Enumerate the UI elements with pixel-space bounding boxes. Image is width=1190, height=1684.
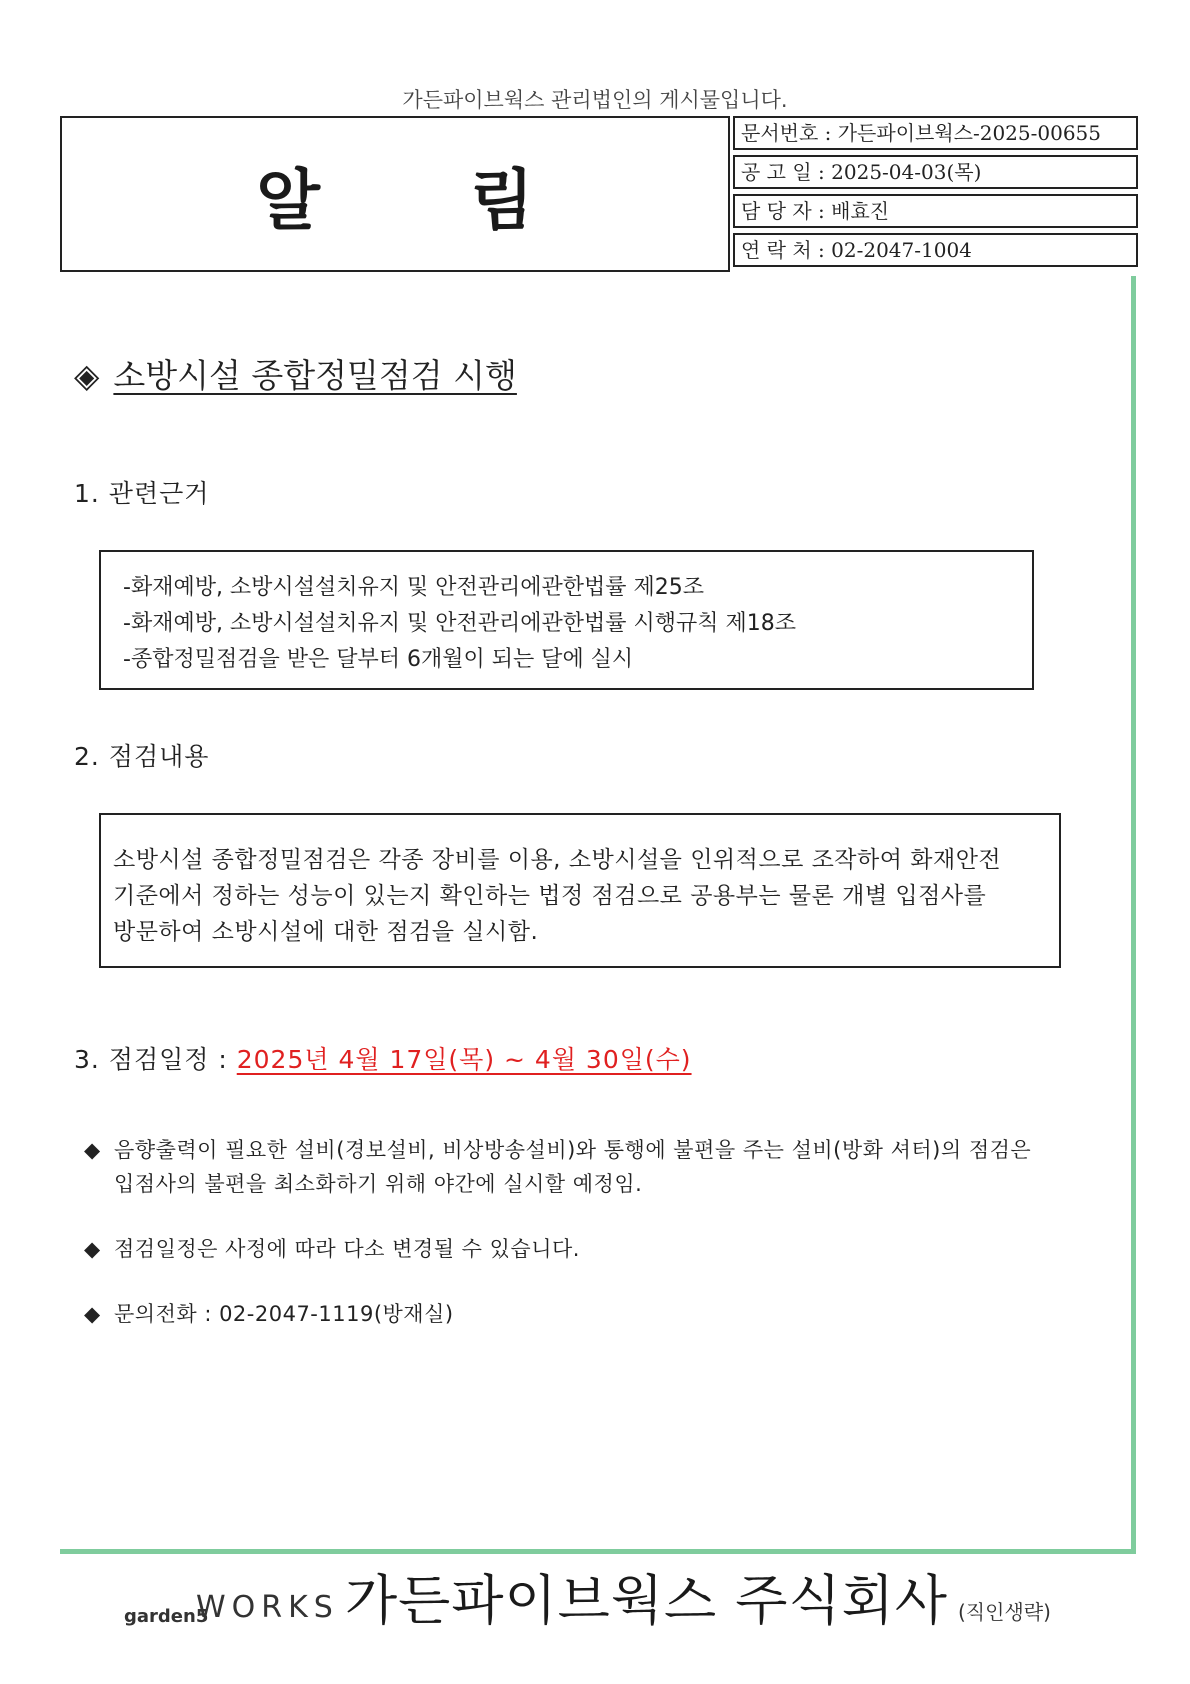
meta-label: 문서번호 [741, 121, 819, 145]
note-1-line-2 [84, 1168, 642, 1198]
inspection-content-line: 방문하여 소방시설에 대한 점검을 실시함. [113, 919, 539, 945]
inspection-content-box [99, 813, 1061, 968]
note-2 [84, 1233, 580, 1263]
diamond-icon: ◈ [74, 356, 100, 395]
legal-basis-box [99, 550, 1034, 690]
title-char-right: 림 [470, 161, 534, 239]
green-border-right [1131, 276, 1136, 1554]
title-char-left: 알 [256, 161, 320, 239]
meta-label: 담 당 자 [741, 199, 812, 223]
meta-label: 연 락 처 [741, 238, 812, 262]
note-text: 입점사의 불편을 최소화하기 위해 야간에 실시할 예정임. [114, 1172, 643, 1196]
meta-person-in-charge: 담 당 자 : 배효진 [733, 194, 1138, 228]
meta-value: 배효진 [831, 199, 890, 223]
schedule-date: 2025년 4월 17일(목) ~ 4월 30일(수) [236, 1045, 692, 1074]
meta-value: 2025-04-03(목) [831, 160, 982, 184]
section-3-title: 3. 점검일정 : [74, 1045, 228, 1074]
green-border-bottom [60, 1549, 1136, 1554]
meta-notice-date: 공 고 일 : 2025-04-03(목) [733, 155, 1138, 189]
posting-notice: 가든파이브웍스 관리법인의 게시물입니다. [402, 88, 788, 112]
section-1-title: 1. 관련근거 [74, 479, 210, 508]
logo-garden5: garden5 [124, 1606, 209, 1627]
company-name: 가든파이브웍스 주식회사 [345, 1569, 948, 1632]
note-text: 음향출력이 필요한 설비(경보설비, 비상방송설비)와 통행에 불편을 주는 설비(방화 셔터)의 점검은 [114, 1138, 1032, 1162]
inspection-content-line: 기준에서 정하는 성능이 있는지 확인하는 법정 점검으로 공용부는 물론 개별 입점사를 [113, 883, 987, 909]
logo-works: WORKS [196, 1590, 339, 1625]
note-3 [84, 1298, 454, 1328]
diamond-icon: ◆ [84, 1302, 101, 1326]
notice-heading-text: 소방시설 종합정밀점검 시행 [113, 356, 517, 395]
note-1-line-1 [84, 1134, 1031, 1164]
diamond-icon: ◆ [84, 1237, 101, 1261]
meta-value: 02-2047-1004 [831, 238, 972, 262]
diamond-icon: ◆ [84, 1138, 101, 1162]
section-3-schedule [74, 1040, 692, 1076]
meta-document-number: 문서번호 : 가든파이브웍스-2025-00655 [733, 116, 1138, 150]
legal-basis-line: -종합정밀점검을 받은 달부터 6개월이 되는 달에 실시 [123, 647, 634, 672]
document-title [60, 116, 730, 272]
note-text: 문의전화 : 02-2047-1119(방재실) [114, 1302, 454, 1326]
note-text: 점검일정은 사정에 따라 다소 변경될 수 있습니다. [114, 1237, 580, 1261]
seal-omitted-note: (직인생략) [958, 1600, 1051, 1624]
meta-label: 공 고 일 [741, 160, 812, 184]
meta-value: 가든파이브웍스-2025-00655 [837, 121, 1102, 145]
meta-contact: 연 락 처 : 02-2047-1004 [733, 233, 1138, 267]
legal-basis-line: -화재예방, 소방시설설치유지 및 안전관리에관한법률 시행규칙 제18조 [123, 611, 796, 636]
section-2-title: 2. 점검내용 [74, 742, 210, 771]
inspection-content-line: 소방시설 종합정밀점검은 각종 장비를 이용, 소방시설을 인위적으로 조작하여 화재안전 [113, 847, 1002, 873]
legal-basis-line: -화재예방, 소방시설설치유지 및 안전관리에관한법률 제25조 [123, 575, 704, 600]
notice-heading [74, 350, 517, 397]
